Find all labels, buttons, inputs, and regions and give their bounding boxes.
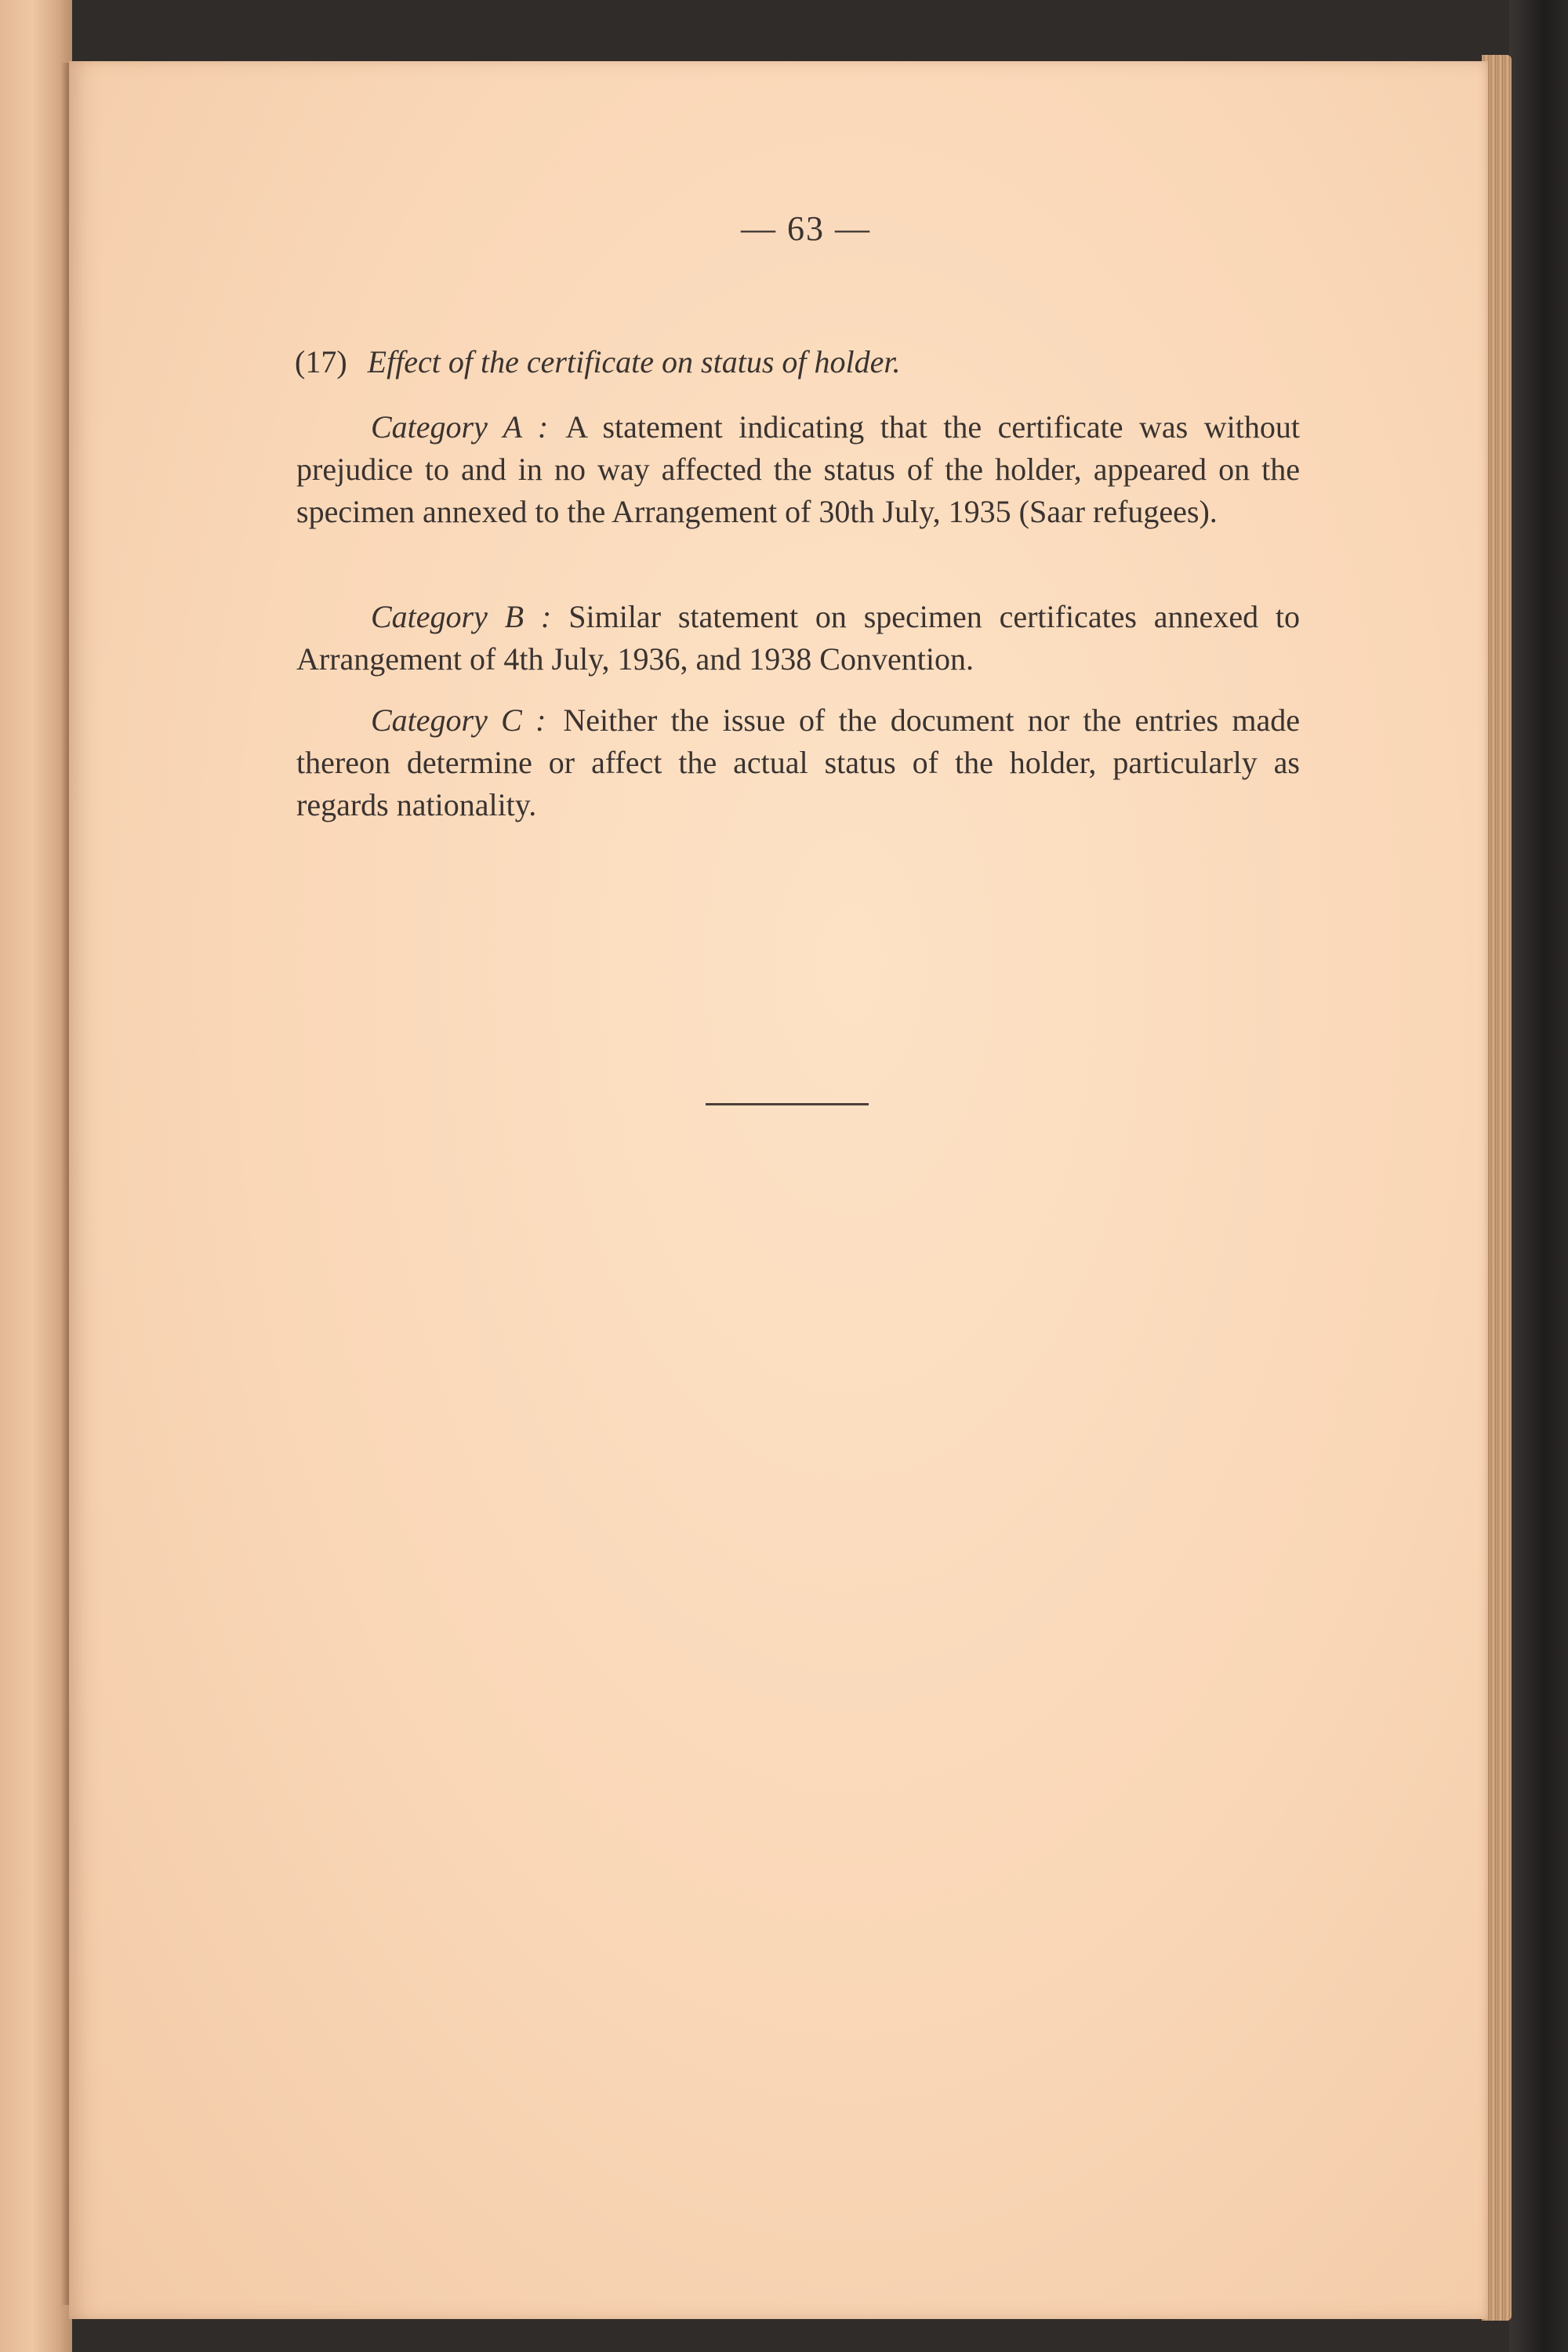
paragraph-text: Similar statement on specimen certificates annexed to Arrangement of 4th July, 1936, and 1938 Convention. xyxy=(296,599,1300,677)
category-label: Category B : xyxy=(371,599,552,634)
closing-rule xyxy=(706,1103,869,1105)
section-number: (17) xyxy=(295,344,347,379)
category-label: Category C : xyxy=(371,702,546,738)
section-heading xyxy=(295,343,901,380)
paragraph-text: Neither the issue of the document nor the entries made thereon determine or affect the actual status of the holder, particularly as regards nationality. xyxy=(296,702,1300,822)
paragraph-category-a xyxy=(296,406,1300,533)
category-label: Category A : xyxy=(371,409,549,445)
book-page xyxy=(69,61,1488,2319)
page-number: — 63 — xyxy=(741,209,871,248)
paragraph-text: A statement indicating that the certificate was without prejudice to and in no way affected the status of the holder, appeared on the specimen annexed to the Arrangement of 30th July, 1935 (Saar refugees). xyxy=(296,409,1300,529)
section-title: Effect of the certificate on status of holder. xyxy=(367,344,901,379)
background-edge xyxy=(1509,0,1568,2352)
paragraph-category-b xyxy=(296,596,1300,681)
paragraph-category-c xyxy=(296,699,1300,826)
